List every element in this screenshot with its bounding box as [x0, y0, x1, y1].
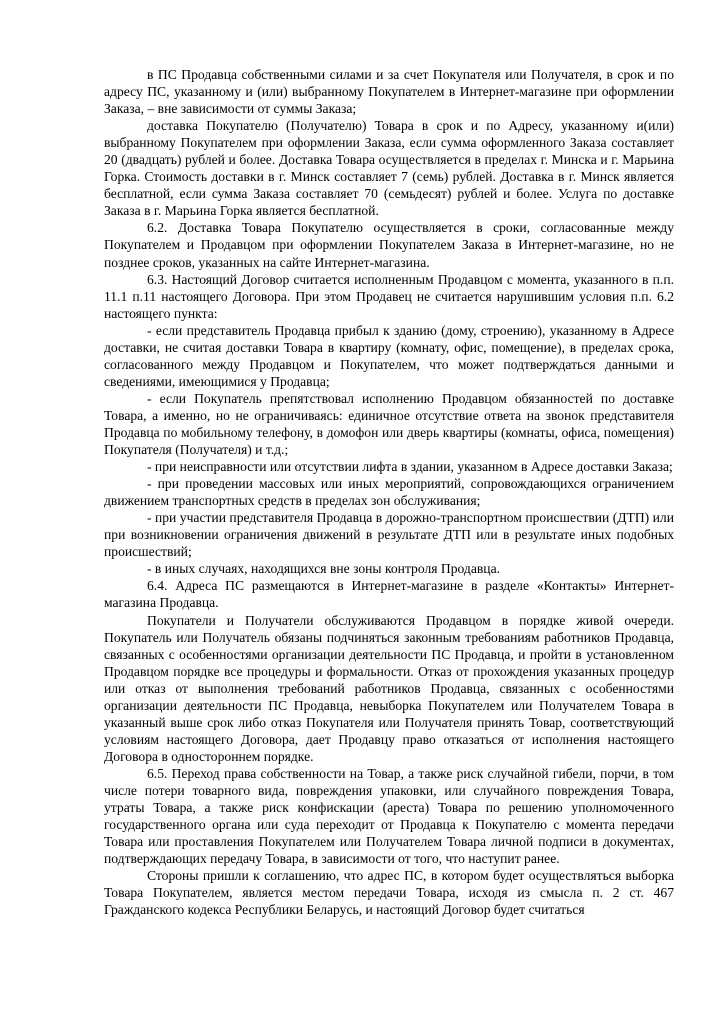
list-item-other-cases: - в иных случаях, находящихся вне зоны контроля Продавца.	[147, 561, 500, 577]
list-item-traffic-accident: - при участии представителя Продавца в дорожно-транспортном происшествии (ДТП) или при возникновении ограничения движений в результате ДТП или в результате иных подобных происшествий;	[104, 510, 674, 560]
list-item-arrival: - если представитель Продавца прибыл к зданию (дому, строению), указанному в Адресе доставки, не считая доставки Товара в квартиру (комнату, офис, помещение), в пределах срока, согласованного между Продавцом и Покупателем, что может подтверждаться данными и сведениями, имеющимися у Продавца;	[104, 322, 674, 389]
paragraph-6-2: 6.2. Доставка Товара Покупателю осуществляется в сроки, согласованные между Покупателем и Продавцом при оформлении Покупателем Заказа в Интернет-магазине, но не позднее сроков, указанных на сайте Интернет-магазина.	[104, 220, 674, 270]
paragraph-6-3: 6.3. Настоящий Договор считается исполненным Продавцом с момента, указанного в п.п. 11.1 п.11 настоящего Договора. При этом Продавец не считается нарушившим условия п.п. 6.2 настоящего пункта:	[104, 271, 674, 321]
paragraph-queue-rules: Покупатели и Получатели обслуживаются Продавцом в порядке живой очереди. Покупатель или Получатель обязаны подчиняться законным требованиям работников Продавца, связанных с особенностями организации деятельности ПС Продавца, и пройти в установленном Продавцом порядке все процедуры и формальности. Отказ от прохождения указанных процедур или отказ от выполнения требований работников Продавца, связанных с особенностями организации деятельности ПС Продавца, невыборка Покупателем или Получателем Товара в указанный выше срок либо отказ Покупателя или Получателя принять Товар, соответствующий условиям настоящего Договора, дает Продавцу право отказаться от исполнения настоящего Договора в одностороннем порядке.	[104, 612, 674, 764]
list-item-obstruction: - если Покупатель препятствовал исполнению Продавцом обязанностей по доставке Товара, а именно, но не ограничиваясь: единичное отсутствие ответа на звонок представителя Продавца по мобильному телефону, в домофон или дверь квартиры (комнаты, офиса, помещения) Покупателя (Получателя) и т.д.;	[104, 390, 674, 458]
list-item-mass-events: - при проведении массовых или иных мероприятий, сопровождающихся ограничением движением транспортных средств в пределах зон обслуживания;	[104, 476, 674, 509]
paragraph-delivery-terms: доставка Покупателю (Получателю) Товара в срок и по Адресу, указанному и(или) выбранному Покупателем при оформлении Заказа, если сумма оформленного Заказа составляет 20 (двадцать) рублей и более. Доставка Товара осуществляется в пределах г. Минска и г. Марьина Горка. Стоимость доставки в г. Минск составляет 7 (семь) рублей. Доставка в г. Минск является бесплатной, если сумма Заказа составляет 70 (семьдесят) рублей и более. Услуга по доставке Заказа в г. Марьина Горка является бесплатной.	[104, 118, 674, 219]
list-item-elevator: - при неисправности или отсутствии лифта в здании, указанном в Адресе доставки Заказа;	[147, 459, 673, 475]
paragraph-transfer-place: Стороны пришли к соглашению, что адрес ПС, в котором будет осуществляться выборка Товара Покупателем, является местом передачи Товара, исходя из смысла п. 2 ст. 467 Гражданского кодекса Республики Беларусь, и настоящий Договор будет считаться	[104, 868, 674, 918]
paragraph-pickup-terms: в ПС Продавца собственными силами и за счет Покупателя или Получателя, в срок и по адресу ПС, указанному и (или) выбранному Покупателем в Интернет-магазине при оформлении Заказа, – вне зависимости от суммы Заказа;	[104, 67, 674, 117]
paragraph-6-5: 6.5. Переход права собственности на Товар, а также риск случайной гибели, порчи, в том числе потери товарного вида, повреждения упаковки, или случайного повреждения Товара, утраты Товара, а также риск конфискации (ареста) Товара по решению уполномоченного государственного органа или суда переходит от Продавца к Покупателю с момента передачи Товара или проставления Покупателем или Получателем Товара личной подписи в документах, подтверждающих передачу Товара, в зависимости от того, что наступит ранее.	[104, 765, 674, 867]
paragraph-6-4: 6.4. Адреса ПС размещаются в Интернет-магазине в разделе «Контакты» Интернет-магазина Продавца.	[104, 578, 674, 611]
